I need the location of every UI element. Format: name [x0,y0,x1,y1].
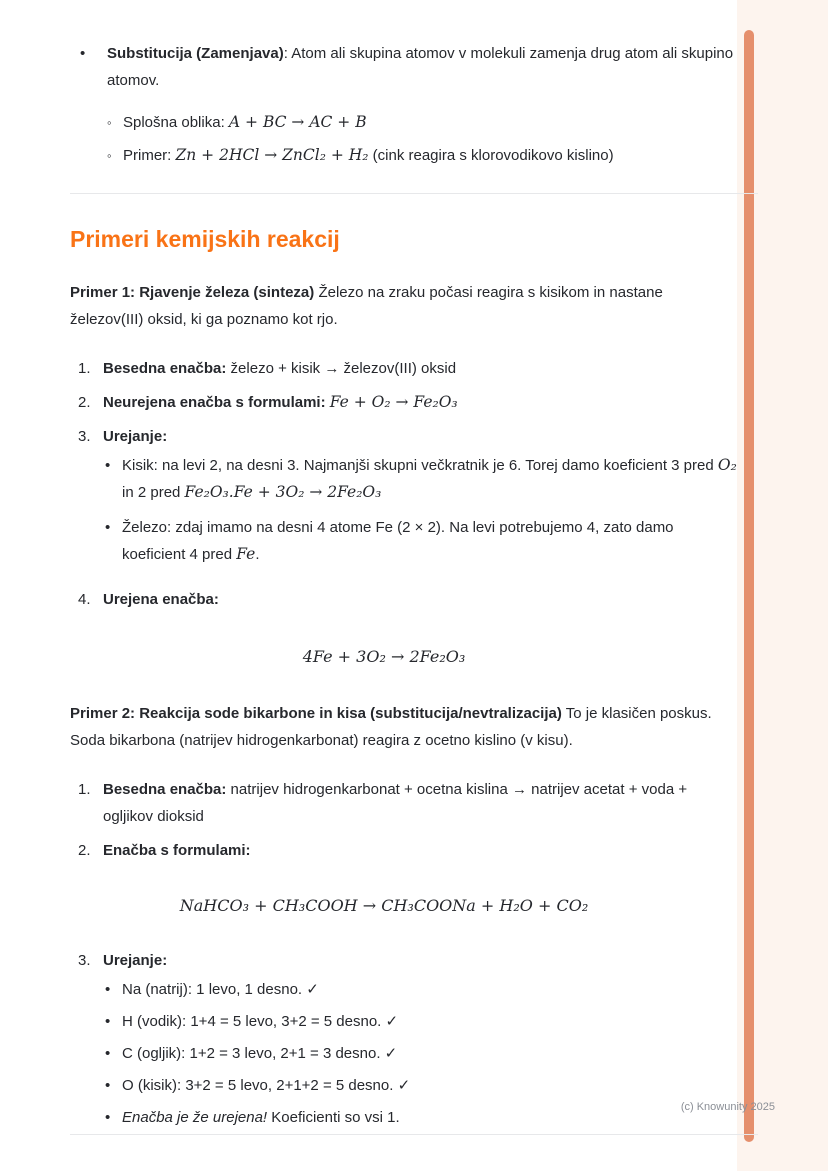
bullet-icon: • [105,1013,111,1030]
bullet-icon: • [105,457,111,474]
list-number: 3. [78,428,91,445]
bullet-icon: • [105,1109,111,1126]
list-number: 3. [78,952,91,969]
splosna-oblika-label: Splošna oblika: [123,114,229,131]
check-natrij-text: Na (natrij): 1 levo, 1 desno. ✓ [122,981,319,998]
section-divider [70,193,758,194]
primer2-step3 [70,947,738,974]
check-kisik [105,1072,738,1099]
list-number: 2. [78,842,91,859]
bullet-substitucija-text [107,40,738,94]
primer1-balancing-oxygen [105,452,738,506]
bottom-divider [70,1134,758,1135]
bullet-icon: • [105,1077,111,1094]
list-number: 1. [78,360,91,377]
check-vodik [105,1008,738,1035]
bullet-icon: • [105,981,111,998]
primer-label: Primer: [123,147,176,164]
check-vodik-text: H (vodik): 1+4 = 5 levo, 3+2 = 5 desno. ✓ [122,1013,399,1030]
primer2-step1 [70,776,738,830]
bullet-icon: • [105,519,111,536]
step4-label: Urejena enačba: [103,591,219,608]
conclusion-italic: Enačba je že urejena! [122,1109,268,1126]
balanced-equation-display: 4Fe + 3O₂ → 2Fe₂O₃ [302,647,466,666]
step1-label: Besedna enačba: [103,781,227,798]
partial-equation: Fe + 3O₂ → 2Fe₂O₃ [233,483,382,501]
primer1-description: Železo na zraku počasi reagira s kisikom in nastane železov(III) oksid, ki ga poznamo kot rjo. [70,284,663,328]
general-form-equation: A + BC → AC + B [228,113,367,131]
circle-bullet-icon: ◦ [107,148,112,163]
fe-formula: Fe [236,545,256,563]
list-number: 2. [78,394,91,411]
step2-label: Neurejena enačba s formulami: [103,394,330,411]
check-ogljik-text: C (ogljik): 1+2 = 3 levo, 2+1 = 3 desno. ✓ [122,1045,398,1062]
primer1-step2 [70,389,738,416]
bullet-icon: • [80,45,86,62]
bullet-substitucija [70,40,738,94]
bullet-primer-zn [107,142,738,169]
unbalanced-equation: Fe + O₂ → Fe₂O₃ [329,393,458,411]
primer-note: (cink reagira s klorovodikovo kislino) [368,147,614,164]
primer2-description: To je klasičen poskus. Soda bikarbona (natrijev hidrogenkarbonat) reagira z ocetno kislino (v kisu). [70,705,712,749]
fe2o3-formula: Fe₂O₃. [184,483,234,501]
bullet-splosna-oblika [107,109,738,136]
vertical-accent-bar [744,30,754,1142]
iron-balancing-text: Železo: zdaj imamo na desni 4 atome Fe (2 × 2). Na levi potrebujemo 4, zato damo koeficient 4 pred [122,519,674,563]
check-natrij [105,976,738,1003]
step1-text: natrijev hidrogenkarbonat + ocetna kislina → natrijev acetat + voda + ogljikov dioksid [103,781,688,825]
oxygen-balancing-mid: in 2 pred [122,484,185,501]
step1-label: Besedna enačba: [103,360,227,377]
soda-vinegar-equation-display: NaHCO₃ + CH₃COOH → CH₃COONa + H₂O + CO₂ [179,896,589,915]
list-number: 4. [78,591,91,608]
step1-text: železo + kisik → železov(III) oksid [226,360,457,377]
list-number: 1. [78,781,91,798]
element-check-list [70,976,738,1131]
circle-bullet-icon: ◦ [107,115,112,130]
primer1-step4 [70,586,738,613]
check-conclusion [105,1104,738,1131]
primer1-step1 [70,355,738,382]
definition-substitucija: : Atom ali skupina atomov v molekuli zamenja drug atom ali skupino atomov. [107,45,734,89]
term-substitucija: Substitucija (Zamenjava) [107,45,284,62]
step2-label: Enačba s formulami: [103,842,251,859]
primer1-intro [70,279,738,333]
primer2-title: Primer 2: Reakcija sode bikarbone in kisa (substitucija/nevtralizacija) [70,705,562,722]
primer2-intro [70,700,738,754]
bullet-icon: • [105,1045,111,1062]
primer2-step2 [70,837,738,864]
check-ogljik [105,1040,738,1067]
footer-credit: (c) Knowunity 2025 [680,1101,775,1113]
o2-formula: O₂ [717,456,737,474]
check-kisik-text: O (kisik): 3+2 = 5 levo, 2+1+2 = 5 desno. ✓ [122,1077,411,1094]
iron-balancing-end: . [255,546,260,563]
section-heading: Primeri kemijskih reakcij [70,226,340,252]
primer1-title: Primer 1: Rjavenje železa (sinteza) [70,284,315,301]
step3-label: Urejanje: [103,952,168,969]
zn-hcl-equation: Zn + 2HCl → ZnCl₂ + H₂ [175,146,369,164]
conclusion-text: Koeficienti so vsi 1. [267,1109,400,1126]
primer1-step3 [70,423,738,450]
primer1-balancing-iron [105,514,738,568]
step3-label: Urejanje: [103,428,168,445]
oxygen-balancing-text: Kisik: na levi 2, na desni 3. Najmanjši skupni večkratnik je 6. Torej damo koeficient 3 pred [122,457,718,474]
